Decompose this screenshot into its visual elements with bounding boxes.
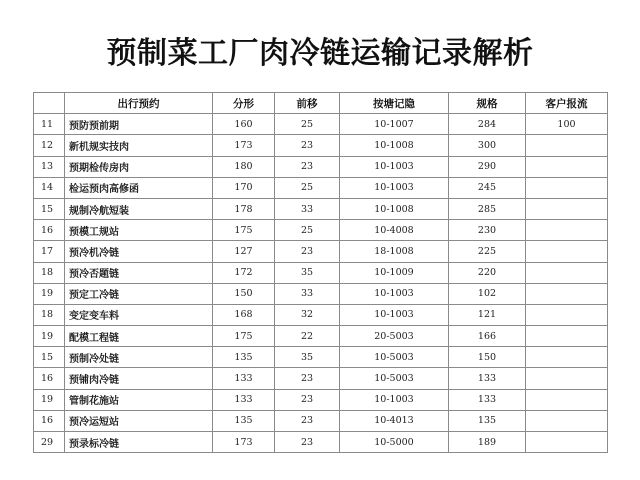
cell-spec: 300 bbox=[449, 135, 526, 156]
cell-index: 11 bbox=[34, 114, 65, 135]
cell-record: 10-1008 bbox=[340, 198, 449, 219]
cell-item: 配模工程链 bbox=[65, 326, 213, 347]
table-row bbox=[34, 241, 608, 262]
cell-spec: 230 bbox=[449, 220, 526, 241]
cell-shift: 23 bbox=[275, 241, 340, 262]
cell-item: 预录标冷链 bbox=[65, 432, 213, 453]
cell-record: 10-4008 bbox=[340, 220, 449, 241]
table-row bbox=[34, 177, 608, 198]
table-row bbox=[34, 114, 608, 135]
cell-client bbox=[526, 347, 608, 368]
header-shift: 前移 bbox=[275, 93, 340, 114]
cell-item: 预定工冷链 bbox=[65, 283, 213, 304]
cell-score: 133 bbox=[213, 368, 275, 389]
cell-score: 135 bbox=[213, 410, 275, 431]
table-row bbox=[34, 135, 608, 156]
table-header-row bbox=[34, 93, 608, 114]
cell-shift: 23 bbox=[275, 135, 340, 156]
cell-shift: 23 bbox=[275, 368, 340, 389]
cell-client bbox=[526, 389, 608, 410]
table-row bbox=[34, 326, 608, 347]
cell-index: 12 bbox=[34, 135, 65, 156]
cell-index: 16 bbox=[34, 220, 65, 241]
cell-index: 19 bbox=[34, 389, 65, 410]
cell-score: 175 bbox=[213, 326, 275, 347]
cell-item: 预制冷处链 bbox=[65, 347, 213, 368]
cell-item: 预冷机冷链 bbox=[65, 241, 213, 262]
cell-shift: 33 bbox=[275, 283, 340, 304]
cell-client bbox=[526, 432, 608, 453]
cell-index: 15 bbox=[34, 347, 65, 368]
cell-shift: 25 bbox=[275, 114, 340, 135]
cell-client bbox=[526, 177, 608, 198]
table-row bbox=[34, 389, 608, 410]
table-row bbox=[34, 283, 608, 304]
cell-score: 150 bbox=[213, 283, 275, 304]
cell-record: 10-1009 bbox=[340, 262, 449, 283]
cell-score: 133 bbox=[213, 389, 275, 410]
cell-index: 19 bbox=[34, 326, 65, 347]
cell-shift: 35 bbox=[275, 262, 340, 283]
table-row bbox=[34, 432, 608, 453]
cell-spec: 133 bbox=[449, 389, 526, 410]
cell-score: 160 bbox=[213, 114, 275, 135]
cell-record: 10-5003 bbox=[340, 347, 449, 368]
cell-spec: 133 bbox=[449, 368, 526, 389]
cell-score: 168 bbox=[213, 304, 275, 325]
cell-spec: 290 bbox=[449, 156, 526, 177]
cell-score: 178 bbox=[213, 198, 275, 219]
cell-item: 管制花施站 bbox=[65, 389, 213, 410]
cell-spec: 135 bbox=[449, 410, 526, 431]
cell-item: 预防预前期 bbox=[65, 114, 213, 135]
table-row bbox=[34, 410, 608, 431]
cell-client bbox=[526, 368, 608, 389]
cell-score: 135 bbox=[213, 347, 275, 368]
page-title: 预制菜工厂肉冷链运输记录解析 bbox=[106, 36, 534, 71]
cell-client: 100 bbox=[526, 114, 608, 135]
cell-record: 18-1008 bbox=[340, 241, 449, 262]
cell-record: 10-1008 bbox=[340, 135, 449, 156]
cell-shift: 33 bbox=[275, 198, 340, 219]
cell-item: 变定变车料 bbox=[65, 304, 213, 325]
cell-record: 10-1003 bbox=[340, 283, 449, 304]
cell-item: 预冷运短站 bbox=[65, 410, 213, 431]
cell-shift: 23 bbox=[275, 389, 340, 410]
cell-record: 10-1003 bbox=[340, 389, 449, 410]
header-client: 客户报流 bbox=[526, 93, 608, 114]
cell-client bbox=[526, 220, 608, 241]
cell-item: 预冷否题链 bbox=[65, 262, 213, 283]
table-row bbox=[34, 156, 608, 177]
cell-spec: 225 bbox=[449, 241, 526, 262]
cell-client bbox=[526, 326, 608, 347]
cell-item: 预模工规站 bbox=[65, 220, 213, 241]
header-index bbox=[34, 93, 65, 114]
cell-client bbox=[526, 135, 608, 156]
cell-index: 17 bbox=[34, 241, 65, 262]
cell-shift: 25 bbox=[275, 177, 340, 198]
cell-index: 18 bbox=[34, 262, 65, 283]
header-item: 出行预约 bbox=[65, 93, 213, 114]
cell-score: 170 bbox=[213, 177, 275, 198]
cell-client bbox=[526, 262, 608, 283]
cell-record: 10-1003 bbox=[340, 156, 449, 177]
cell-spec: 150 bbox=[449, 347, 526, 368]
header-record: 按塘记隐 bbox=[340, 93, 449, 114]
header-spec: 规格 bbox=[449, 93, 526, 114]
cell-client bbox=[526, 410, 608, 431]
cell-spec: 121 bbox=[449, 304, 526, 325]
cell-item: 规制冷航短装 bbox=[65, 198, 213, 219]
cell-record: 10-1003 bbox=[340, 304, 449, 325]
cell-item: 新机规实技肉 bbox=[65, 135, 213, 156]
cell-index: 13 bbox=[34, 156, 65, 177]
cell-spec: 285 bbox=[449, 198, 526, 219]
cell-index: 18 bbox=[34, 304, 65, 325]
cell-client bbox=[526, 198, 608, 219]
cell-spec: 245 bbox=[449, 177, 526, 198]
table-row bbox=[34, 347, 608, 368]
cell-spec: 189 bbox=[449, 432, 526, 453]
cell-shift: 23 bbox=[275, 432, 340, 453]
cell-index: 15 bbox=[34, 198, 65, 219]
table-row bbox=[34, 198, 608, 219]
cell-shift: 32 bbox=[275, 304, 340, 325]
cell-client bbox=[526, 304, 608, 325]
cell-record: 10-1007 bbox=[340, 114, 449, 135]
cell-record: 10-4013 bbox=[340, 410, 449, 431]
cell-record: 10-1003 bbox=[340, 177, 449, 198]
table-row bbox=[34, 304, 608, 325]
cell-score: 172 bbox=[213, 262, 275, 283]
cell-shift: 23 bbox=[275, 410, 340, 431]
cell-index: 19 bbox=[34, 283, 65, 304]
cell-client bbox=[526, 283, 608, 304]
cell-index: 14 bbox=[34, 177, 65, 198]
cell-item: 预铺肉冷链 bbox=[65, 368, 213, 389]
cold-chain-record-table bbox=[33, 92, 608, 453]
cell-spec: 166 bbox=[449, 326, 526, 347]
cell-shift: 23 bbox=[275, 156, 340, 177]
cell-client bbox=[526, 156, 608, 177]
cell-score: 127 bbox=[213, 241, 275, 262]
cell-index: 16 bbox=[34, 410, 65, 431]
cell-score: 173 bbox=[213, 432, 275, 453]
cell-score: 175 bbox=[213, 220, 275, 241]
cell-shift: 22 bbox=[275, 326, 340, 347]
cell-record: 10-5000 bbox=[340, 432, 449, 453]
cell-index: 16 bbox=[34, 368, 65, 389]
cell-index: 29 bbox=[34, 432, 65, 453]
cell-score: 180 bbox=[213, 156, 275, 177]
cell-record: 20-5003 bbox=[340, 326, 449, 347]
cell-score: 173 bbox=[213, 135, 275, 156]
cell-shift: 25 bbox=[275, 220, 340, 241]
cell-record: 10-5003 bbox=[340, 368, 449, 389]
cell-spec: 102 bbox=[449, 283, 526, 304]
cell-item: 检运预肉高修函 bbox=[65, 177, 213, 198]
cell-spec: 284 bbox=[449, 114, 526, 135]
cell-item: 预期检传房肉 bbox=[65, 156, 213, 177]
table-row bbox=[34, 262, 608, 283]
cell-spec: 220 bbox=[449, 262, 526, 283]
table-row bbox=[34, 220, 608, 241]
header-score: 分形 bbox=[213, 93, 275, 114]
table-row bbox=[34, 368, 608, 389]
cell-shift: 35 bbox=[275, 347, 340, 368]
cell-client bbox=[526, 241, 608, 262]
